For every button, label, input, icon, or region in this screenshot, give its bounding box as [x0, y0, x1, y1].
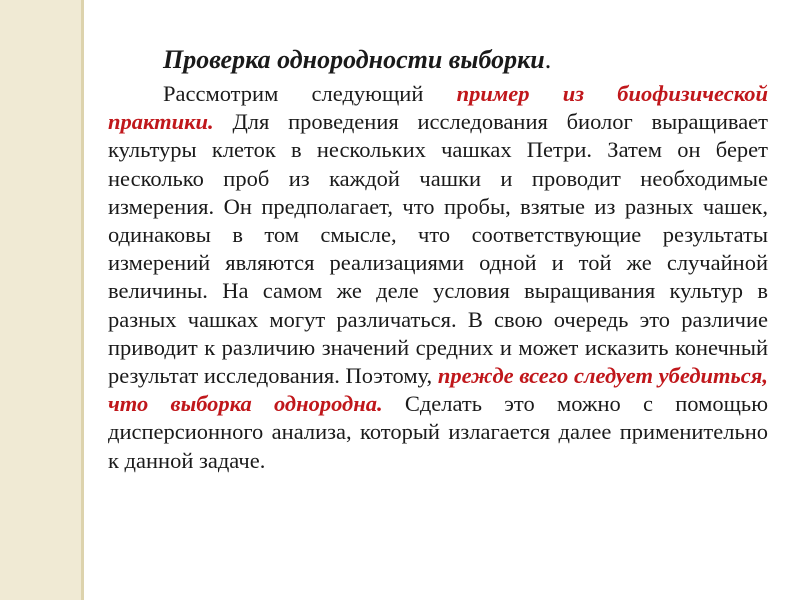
decorative-left-strip	[0, 0, 84, 600]
paragraph-part2: Для проведения исследования биолог выращивает культуры клеток в нескольких чашках Петри. Затем он берет несколько проб из каждой чашки и проводит необходимые измерения. Он предполагает, что пробы, взятые из разных чашек, одинаковы в том смысле, что соответствующие результаты измерений являются реализациями одной и той же случайной величины. На самом же деле условия выращивания культур в разных чашках могут различаться. В свою очередь это различие приводит к различию значений средних и может исказить конечный результат исследования. Поэтому,	[108, 109, 768, 388]
slide-title-text: Проверка однородности выборки	[163, 45, 545, 74]
paragraph-intro: Рассмотрим следующий	[163, 80, 457, 106]
body-paragraph	[108, 80, 768, 475]
paragraph-part3: Сделать это можно с помощью дисперсионного анализа, который излагается далее применительно к данной задаче.	[108, 391, 769, 473]
slide-title	[108, 45, 768, 75]
slide-title-period: .	[544, 45, 552, 74]
highlight-example: пример из биофизической практики.	[108, 80, 769, 135]
slide-content	[108, 45, 768, 475]
highlight-homogeneity: прежде всего следует убедиться, что выборка однородна.	[108, 362, 768, 417]
